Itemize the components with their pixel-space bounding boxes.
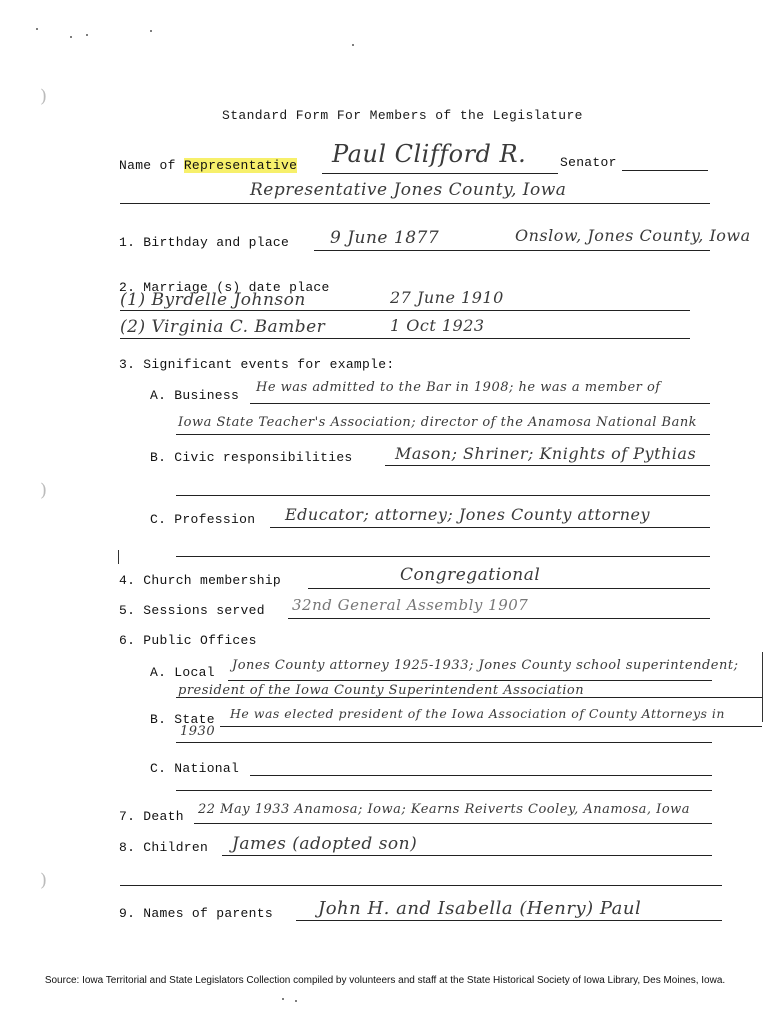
scan-speck [352,44,354,46]
scan-mark [762,652,763,722]
profession-underline-1 [270,527,710,528]
civic-underline-1 [385,465,710,466]
events-label: 3. Significant events for example: [119,357,395,372]
name-underline-2 [120,203,710,204]
children-label: 8. Children [119,840,209,855]
sessions-underline [288,618,710,619]
local-underline-2 [176,697,762,698]
name-label [119,158,297,173]
national-underline-2 [176,790,712,791]
business-underline-2 [176,434,710,435]
national-label: C. National [150,761,240,776]
marriage-label: 2. Marriage (s) date place [119,280,330,295]
marriage-underline-2 [120,338,690,339]
profession-underline-2 [176,556,710,557]
birthday-place: Onslow, Jones County, Iowa [515,226,751,245]
highlighted-representative: Representative [183,158,298,173]
local-value-2: president of the Iowa County Superintendent Association [178,683,585,698]
source-caption: Source: Iowa Territorial and State Legislators Collection compiled by volunteers and staff at the State Historical Society of Iowa Library, Des Moines, Iowa. [44,975,726,986]
death-underline [194,823,712,824]
state-underline-2 [176,742,712,743]
marriage-date-2: 1 Oct 1923 [390,316,485,335]
children-underline-2 [120,885,722,886]
children-value: James (adopted son) [232,834,418,854]
children-underline-1 [222,855,712,856]
birthday-label: 1. Birthday and place [119,235,290,250]
local-label: A. Local [150,665,215,680]
church-value: Congregational [400,565,541,585]
business-value-1: He was admitted to the Bar in 1908; he was a member of [256,380,661,395]
business-label: A. Business [150,388,240,403]
death-value: 22 May 1933 Anamosa; Iowa; Kearns Reiverts Cooley, Anamosa, Iowa [198,802,691,817]
parents-label: 9. Names of parents [119,906,273,921]
scan-speck [86,34,88,36]
state-label: B. State [150,712,215,727]
death-label: 7. Death [119,809,184,824]
birthday-date: 9 June 1877 [330,228,440,248]
scan-speck [150,30,152,32]
birthday-underline [314,250,710,251]
business-value-2: Iowa State Teacher's Association; director of the Anamosa National Bank [178,415,698,430]
parents-underline [296,920,722,921]
senator-label: Senator [560,155,617,170]
sessions-label: 5. Sessions served [119,603,265,618]
marriage-spouse-2: (2) Virginia C. Bamber [120,317,326,337]
name-prefix: Name of [119,158,184,173]
business-underline-1 [250,403,710,404]
senator-underline [622,170,708,171]
scan-speck [70,36,72,38]
church-underline [308,588,710,589]
local-underline-1 [228,680,712,681]
scan-speck [295,1000,297,1002]
local-value-1: Jones County attorney 1925-1933; Jones County school superintendent; [232,658,739,673]
profession-value: Educator; attorney; Jones County attorney [285,505,651,524]
state-underline-1 [220,726,762,727]
name-underline [322,173,558,174]
scan-mark: ) [40,86,48,107]
state-value-2: 1930 [180,724,216,739]
scan-mark [118,550,119,564]
civic-value: Mason; Shriner; Knights of Pythias [395,444,697,463]
scan-speck [36,28,38,30]
marriage-underline-1 [120,310,690,311]
scan-mark: ) [40,870,48,891]
public-offices-label: 6. Public Offices [119,633,257,648]
sessions-value: 32nd General Assembly 1907 [292,596,529,614]
parents-value: John H. and Isabella (Henry) Paul [318,898,642,919]
name-value: Paul Clifford R. [332,140,527,168]
marriage-date-1: 27 June 1910 [390,288,504,307]
national-underline-1 [250,775,712,776]
form-title: Standard Form For Members of the Legislature [222,108,583,123]
scan-speck [282,998,284,1000]
profession-label: C. Profession [150,512,256,527]
civic-label: B. Civic responsibilities [150,450,353,465]
name-value-line2: Representative Jones County, Iowa [250,180,567,200]
state-value-1: He was elected president of the Iowa Association of County Attorneys in [230,706,725,721]
scan-mark: ) [40,480,48,501]
marriage-spouse-1: (1) Byrdelle Johnson [120,290,306,310]
church-label: 4. Church membership [119,573,282,588]
civic-underline-2 [176,495,710,496]
